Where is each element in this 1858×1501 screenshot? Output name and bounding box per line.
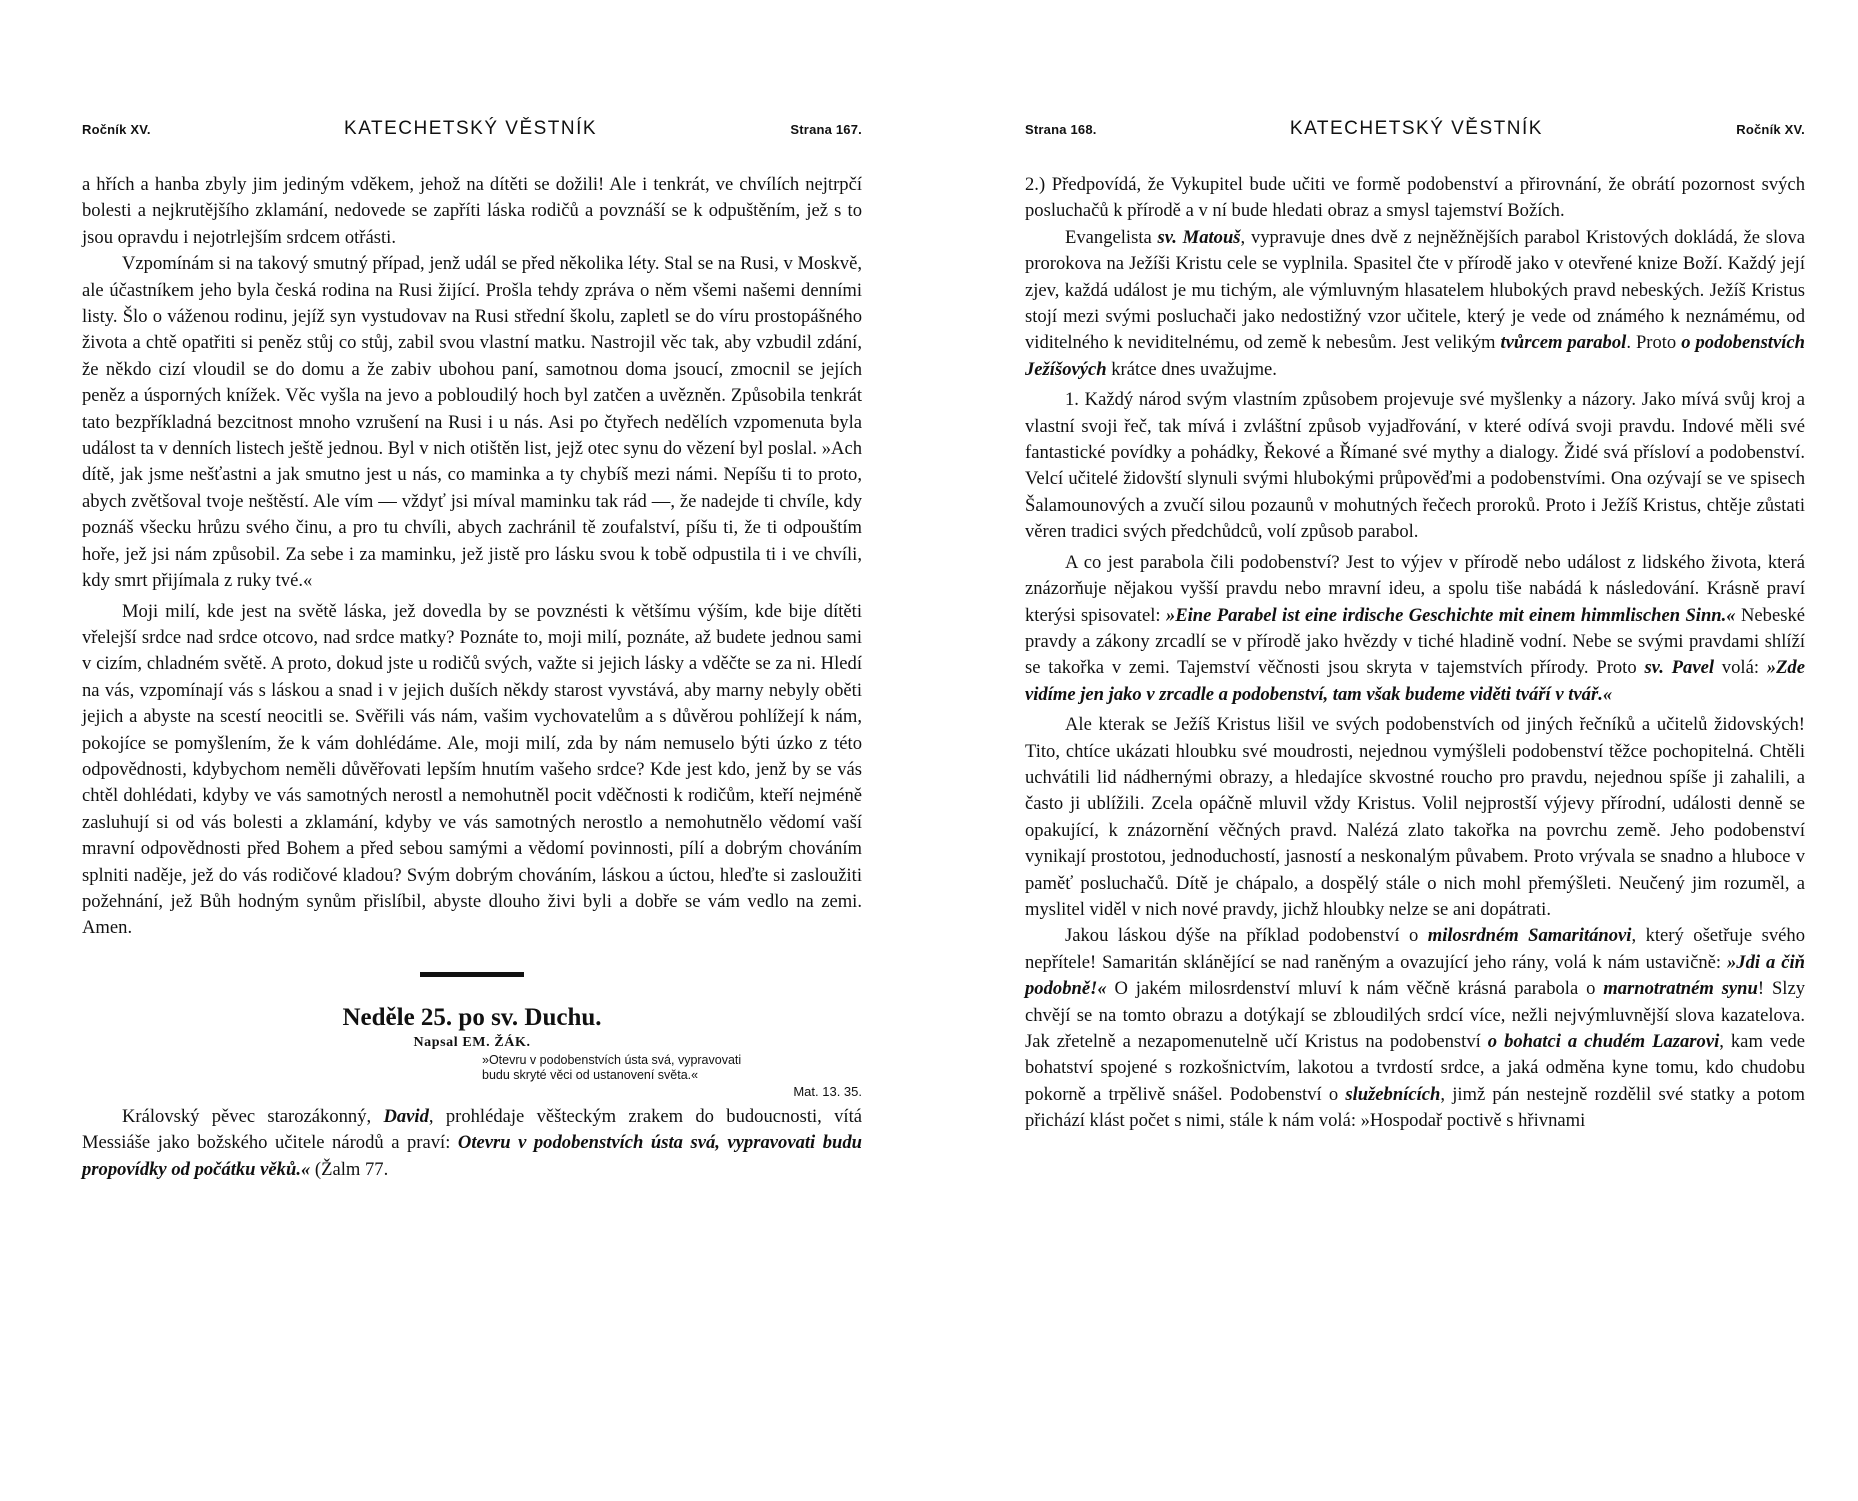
text-run: volá: (1714, 657, 1767, 679)
text-run: , kam vede bohatství spojené s rozkošnictvím, lakotou a tvrdostí srdce, a jaká odměna kyne tomu, kdo chudobu pokorně a trpělivě snášel. Podobenství o (1025, 1031, 1805, 1105)
paragraph: 1. Každý národ svým vlastním způsobem projevuje své myšlenky a názory. Jako mívá svůj kroj a vlastní svoji řeč, tak mívá i zvláštní způsob vyjadřování, v které odívá svoji pravdu. Indové měli své fantastické povídky a pohádky, Řekové a Římané své mythy a dialogy. Židé svá přísloví a podobenství. Velcí učitelé židovští slynuli svými hlubokými průpověďmi a podobenstvími. Ona ozývají se ve spisech Šalamounových a zvučí silou pozaunů v mohutných řečech proroků. Proto i Ježíš Kristus, chtěje zůstati věren tradici svých předchůdců, volí způsob parabol. (1025, 389, 1805, 543)
text-run: . Proto (1626, 332, 1682, 354)
text-run: ! Slzy chvějí se na tomto obrazu a dotýkají se zbloudilých srdcí více, nežli nejvýmluvnější slova kazatelova. Jak zřetelně a nezapomenutelně učí Kristus na podobenství (1025, 978, 1806, 1052)
emphasis: Otevru v podobenstvích ústa svá, vypravovati budu propovídky od počátku věků.« (82, 1132, 862, 1180)
paragraph (82, 1104, 862, 1183)
emphasis: milosrdném Samaritánovi (1427, 925, 1632, 947)
epigraph-line: »Otevru v podobenstvích ústa svá, vypravovati (482, 1052, 742, 1067)
emphasis: tvůrcem parabol (1500, 332, 1627, 354)
emphasis: marnotratném synu (1603, 978, 1758, 1000)
paragraph: 2.) Předpovídá, že Vykupitel bude učiti ve formě podobenství a přirovnání, že obrátí pozornost svých posluchačů k přírodě a v ní bude hledati obraz a smysl tajemství Božích. (1025, 174, 1805, 222)
emphasis: »Jdi a čiň podobně!« (1025, 951, 1805, 1000)
text-run: , který ošetřuje svého nepřítele! Samaritán sklánějící se nad raněným a ovazující jeho rány, volá k nám ustavičně: (1025, 925, 1805, 973)
epigraph-line: budu skryté věci od ustanovení světa.« (482, 1067, 699, 1082)
epigraph (482, 1053, 862, 1083)
paragraph (1025, 225, 1805, 383)
emphasis: o podobenstvích Ježíšových (1025, 332, 1805, 380)
paragraph: Moji milí, kde jest na světě láska, jež dovedla by se povznésti k většímu výším, kde bije dítěti vřelejší srdce nad srdce otcovo, nad srdce matky? Poznáte to, moji milí, poznáte, až budete jednou sami v cizím, chladném světě. A proto, dokud jste u rodičů svých, važte si jejich lásky a vděčte se za ni. Hledí na vás, vzpomínají vás s láskou a snad i v jejich duších někdy starost vyvstává, aby marny nebyly oběti jejich a abyste na scestí neocitli se. Svěřili vás nám, vašim vychovatelům a s důvěrou pohlížejí k nám, pokojíce se pomyšlením, že k vám dohlédáme. Ale, moji milí, zda by nám nemuselo býti úzko z této odpovědnosti, kdybychom neměli důvěřovati lepším hnutím vašeho srdce? Kde jest kdo, jenž by se vás chtěl dohlédati, kdyby ve vás samotných nerostl a nemohutněl pocit vděčnosti k rodičům, kteří nejméně zasluhují si od vás bolesti a zklamání, kdyby ve vás samotných nerostlo a nemohutnělo vědomí vaší mravní odpovědnosti před Bohem a před sebou samými a vědomí povinnosti, pílí a dobrým chováním splniti naděje, jež do vás rodičové kladou? Svým dobrým chováním, láskou a úctou, hleďte si zasloužiti požehnání, jež Bůh hodným synům přislíbil, abyste dlouho živi byli a dobře se vám vedlo na zemi. Amen. (82, 600, 862, 939)
text-run: , jimž pán nestejně rozdělil své statky a potom přichází klást počet s nimi, stále k nám volá: »Hospodař poctivě s hřivnami (1025, 1083, 1805, 1132)
right-page (929, 0, 1858, 1501)
journal-title: KATECHETSKÝ VĚSTNÍK (1289, 118, 1543, 139)
right-page-header (1025, 118, 1805, 144)
paragraph (1025, 550, 1805, 708)
emphasis: sv. Matouš (1157, 226, 1241, 248)
text-run: Evangelista (1065, 226, 1158, 248)
volume-label: Ročník XV. (82, 122, 151, 137)
left-page-header (82, 118, 862, 144)
emphasis: David (383, 1105, 429, 1127)
journal-title: KATECHETSKÝ VĚSTNÍK (344, 118, 598, 139)
volume-label: Ročník XV. (1736, 122, 1805, 137)
paragraph: Vzpomínám si na takový smutný případ, jenž udál se před několika léty. Stal se na Rusi, v Moskvě, ale účastníkem jeho byla česká rodina na Rusi žijící. Prošla tehdy zpráva o něm všemi našemi denními listy. Šlo o váženou rodinu, jejíž syn vystudovav na Rusi střední školu, zapletl se do víru prostopášného života a chtě opatřiti si peněz stůj co stůj, zabil svou vlastní matku. Nastrojil věc tak, aby vzbudil zdání, že někdo cizí vloudil se do domu a že zabiv ubohou paní, samotnou doma jsoucí, zmocnil se jejích peněz a úsporných knížek. Věc vyšla na jevo a pobloudilý hoch byl zatčen a uvězněn. Způsobila tenkrát tato bezpříkladná bezcitnost mnoho vzrušení na Rusi i u nás. Asi po čtyřech nedělích vzpomenuta byla událost ta v denních listech ještě jednou. Byl v nich otištěn list, jejž otec synu do vězení byl poslal. »Ach dítě, jak jsme nešťastni a jak smutno jest u nás, co maminka a ty chybíš mezi námi. Nepíšu ti to proto, abych zvětšoval tvoje neštěstí. Ale vím — vždyť jsi míval maminku tak rád —, že nadejde ti chvíle, kdy poznáš všecku hrůzu svého činu, a pro tu chvíli, abych zachránil tě zoufalství, píšu ti, že ti odpouštím hoře, jež jsi nám způsobil. Za sebe i za maminku, jež jistě pro lásku svou k tobě odpustila ti i ve chvíli, kdy smrt přijímala z ruky tvé.« (82, 253, 862, 592)
text-run: A co jest parabola čili podobenství? Jest to výjev v přírodě nebo událost z lidského života, která znázorňuje nějakou vyšší pravdu nebo mravní ideu, a spolu tiše nabádá k následování. Krásně praví kterýsi spisovatel: (1025, 551, 1805, 626)
text-run: Nebeské pravdy a zákony zrcadlí se v přírodě jako hvězdy v tiché hladině vodní. Nebe se svými pravdami shlíží se takořka v zemi. Tajemství věčnosti jsou skryta v tajemstvích přírody. Proto (1025, 604, 1805, 679)
paragraph: Ale kterak se Ježíš Kristus lišil ve svých podobenstvích od jiných řečníků a učitelů židovských! Tito, chtíce ukázati hloubku své moudrosti, nejednou vymýšleli podobenství těžce pochopitelná. Chtěli uchvátili lid nádhernými obrazy, a hledajíce skvostné roucho pro pravdu, nejednou spíše ji zahalili, a často ji ublížili. Zcela opáčně mluvil vždy Kristus. Volil nejprostší výjevy přírodní, události denně se opakující, k znázornění věčných pravd. Nalézá zlato takořka na povrchu země. Jeho podobenství vynikají prostotou, jednoduchostí, jasností a neskonalým půvabem. Proto vrývala se snadno a hluboce v paměť posluchačů. Dítě je chápalo, a dospělý stále o nich mohl přemýšleti. Neučený jim rozuměl, a myslitel viděl v nich nové pravdy, jichž hloubky nelze se ani dopátrati. (1025, 714, 1805, 920)
section-author: Napsal EM. ŽÁK. (413, 1034, 531, 1050)
emphasis: »Eine Parabel ist eine irdische Geschichte mit einem himmlischen Sinn.« (1165, 604, 1736, 626)
emphasis: služebnících (1345, 1083, 1441, 1105)
section-title: Neděle 25. po sv. Duchu. (342, 1003, 602, 1031)
text-run: krátce dnes uvažujme. (1106, 358, 1277, 380)
page-number: Strana 167. (790, 122, 862, 137)
paragraph (1025, 923, 1805, 1134)
text-run: (Žalm 77. (310, 1158, 389, 1180)
right-page-body (1025, 172, 1805, 1135)
text-run: , vypravuje dnes dvě z nejněžnějších parabol Kristových dokládá, že slova prorokova na Ježíši Kristu cele se vyplnila. Spasitel čte v přírodě jako v otevřené knize Boží. Každý její zjev, každá událost je mu tichým, ale výmluvným hlasatelem hlubokých pravd nebeských. Ježíš Kristus stojí mezi svými posluchači jako nedostižný vzor učitele, který je vede od známého k neznámému, od viditelného k neviditelnému, od země k nebesům. Jest velikým (1025, 226, 1805, 354)
page-number: Strana 168. (1025, 122, 1097, 137)
emphasis: sv. Pavel (1644, 657, 1715, 679)
left-page-body (82, 172, 862, 1183)
epigraph-source: Mat. 13. 35. (793, 1083, 862, 1099)
section-divider (420, 972, 524, 977)
text-run: Královský pěvec starozákonný, (122, 1105, 384, 1127)
text-run: O jakém milosrdenství mluví k nám věčně krásná parabola o (1106, 978, 1604, 1000)
emphasis: »Zde vidíme jen jako v zrcadle a podobenství, tam však budeme viděti tváří v tvář.« (1025, 657, 1805, 705)
paragraph: a hřích a hanba zbyly jim jediným vděkem, jehož na dítěti se dožili! Ale i tenkrát, ve chvílích nejtrpčí bolesti a nejkrutějšího zklamání, nedovede se zapříti láska rodičů a povznáší se k odpuštěním, jež s to jsou opravdu i nejotrlejším srdcem otřásti. (82, 174, 862, 248)
text-run: , prohlédaje věšteckým zrakem do budoucnosti, vítá Messiáše jako božského učitele národů a praví: (82, 1105, 862, 1154)
emphasis: o bohatci a chudém Lazarovi (1487, 1031, 1720, 1052)
text-run: Jakou láskou dýše na příklad podobenství o (1065, 925, 1428, 947)
